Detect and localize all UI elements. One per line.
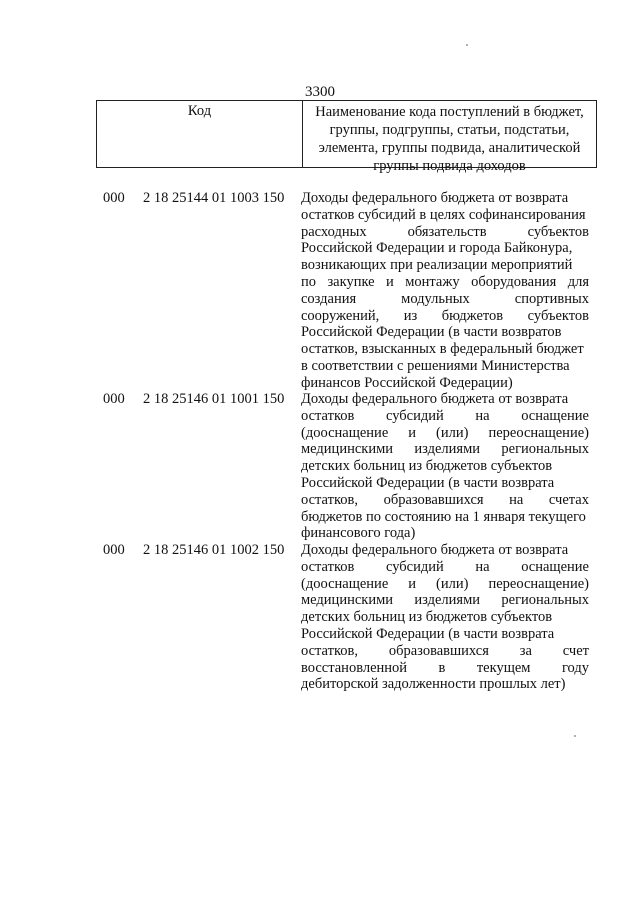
description-word: остатков <box>301 558 355 575</box>
description-line: Российской Федерации (в части возврата <box>301 625 555 642</box>
description-line: Российской Федерации и города Байконура, <box>301 240 573 257</box>
description-word: региональных <box>501 592 589 609</box>
description-word: (или) <box>436 424 469 441</box>
description-word: субъектов <box>527 223 589 240</box>
description-line: Доходы федерального бюджета от возврата <box>301 190 569 206</box>
description-line: Доходы федерального бюджета от возврата <box>301 391 569 407</box>
description-line <box>301 274 589 291</box>
header-name-line: группы подвида доходов <box>373 158 526 174</box>
description-word: монтажу <box>405 273 460 290</box>
description-word: в <box>438 659 446 676</box>
description-word: и <box>386 273 394 290</box>
description-word: по <box>301 273 317 290</box>
description-line <box>301 441 589 458</box>
description-word: году <box>561 659 589 676</box>
description-word: субсидий <box>385 407 444 424</box>
description-word: спортивных <box>514 290 589 307</box>
description-line <box>301 492 589 509</box>
description-word: остатков, <box>301 642 358 659</box>
description-word: остатков <box>301 407 355 424</box>
description-word: переоснащение) <box>488 424 589 441</box>
description-line: финансов Российской Федерации) <box>301 374 513 391</box>
description-word: и <box>408 424 417 441</box>
description-word: из <box>403 307 418 324</box>
description-line: детских больниц из бюджетов субъектов <box>301 458 553 475</box>
description-word: образовавшихся <box>388 642 489 659</box>
description-word: бюджетов <box>441 307 504 324</box>
description-line <box>301 576 589 593</box>
description-word: (дооснащение <box>301 424 389 441</box>
description-line <box>301 643 589 660</box>
description-line: в соответствии с решениями Министерства <box>301 357 570 374</box>
row-prefix: 000 <box>103 190 125 206</box>
scan-speck <box>466 44 468 46</box>
page-number: 3300 <box>305 84 335 100</box>
description-word: сооружений, <box>301 307 380 324</box>
description-line <box>301 291 589 308</box>
header-name-line: элемента, группы подвида, аналитической <box>318 140 581 156</box>
description-word: изделиями <box>414 441 481 458</box>
row-description <box>301 190 589 392</box>
description-line <box>301 224 589 241</box>
description-word: расходных <box>301 223 367 240</box>
description-line <box>301 660 589 677</box>
row-description <box>301 542 589 693</box>
description-word: (или) <box>436 575 469 592</box>
description-line: возникающих при реализации мероприятий <box>301 257 573 274</box>
description-word: на <box>475 558 490 575</box>
description-word: оборудования <box>471 273 557 290</box>
description-word: закупке <box>327 273 375 290</box>
row-code: 2 18 25144 01 1003 150 <box>143 190 285 206</box>
description-line: бюджетов по состоянию на 1 января текущего <box>301 508 586 525</box>
table-header <box>96 100 597 174</box>
row-prefix: 000 <box>103 542 125 558</box>
description-word: текущем <box>476 659 531 676</box>
description-line: Российской Федерации (в части возврата <box>301 474 555 491</box>
header-name-line: Наименование кода поступлений в бюджет, <box>315 104 584 120</box>
description-word: субсидий <box>385 558 444 575</box>
description-word: образовавшихся <box>383 491 484 508</box>
description-line: детских больниц из бюджетов субъектов <box>301 609 553 626</box>
description-word: обязательств <box>407 223 487 240</box>
scan-speck <box>574 735 576 737</box>
description-line <box>301 559 589 576</box>
description-word: оснащение <box>521 407 589 424</box>
header-name-cell <box>303 101 596 174</box>
description-line: остатков, взысканных в федеральный бюджет <box>301 341 584 358</box>
description-word: счетах <box>548 491 589 508</box>
description-word: создания <box>301 290 357 307</box>
description-word: (дооснащение <box>301 575 389 592</box>
description-line: остатков субсидий в целях софинансирования <box>301 206 586 223</box>
description-line <box>301 308 589 325</box>
description-word: медицинскими <box>301 592 394 609</box>
description-word: восстановленной <box>301 659 408 676</box>
description-line <box>301 425 589 442</box>
description-word: модульных <box>401 290 470 307</box>
header-code-label: Код <box>97 101 303 167</box>
row-description <box>301 391 589 542</box>
description-word: изделиями <box>414 592 481 609</box>
description-line <box>301 408 589 425</box>
row-code: 2 18 25146 01 1001 150 <box>143 391 285 407</box>
row-code: 2 18 25146 01 1002 150 <box>143 542 285 558</box>
description-word: региональных <box>501 441 589 458</box>
description-word: за <box>519 642 532 659</box>
description-line: Доходы федерального бюджета от возврата <box>301 542 569 558</box>
description-word: субъектов <box>527 307 589 324</box>
row-prefix: 000 <box>103 391 125 407</box>
description-word: и <box>408 575 417 592</box>
description-word: на <box>509 491 524 508</box>
description-word: переоснащение) <box>488 575 589 592</box>
description-word: для <box>567 273 589 290</box>
description-word: медицинскими <box>301 441 394 458</box>
description-word: счет <box>562 642 589 659</box>
header-name-line: группы, подгруппы, статьи, подстатьи, <box>329 122 570 138</box>
description-word: оснащение <box>521 558 589 575</box>
description-line: финансового года) <box>301 525 416 542</box>
description-word: остатков, <box>301 491 358 508</box>
description-line: Российской Федерации (в части возвратов <box>301 324 562 341</box>
description-line: дебиторской задолженности прошлых лет) <box>301 676 566 693</box>
description-word: на <box>475 407 490 424</box>
description-line <box>301 592 589 609</box>
